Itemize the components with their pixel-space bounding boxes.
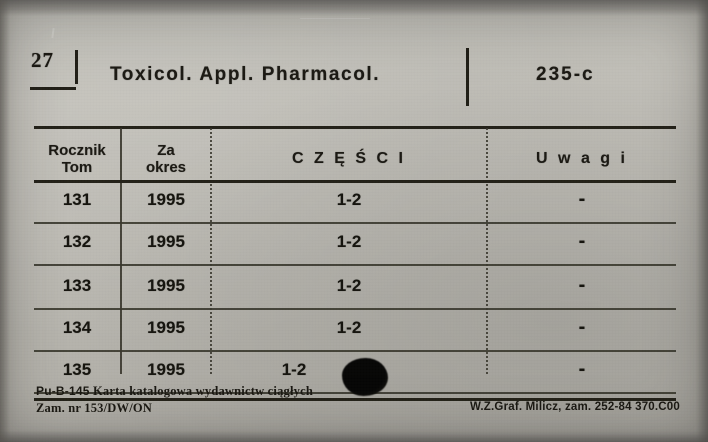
call-number-horizontal-rule xyxy=(30,87,76,90)
table-row: - xyxy=(578,188,586,210)
table-row: - xyxy=(578,358,586,380)
card-left-edge xyxy=(0,0,10,442)
table-row: 1995 xyxy=(147,318,185,337)
table-row: - xyxy=(578,230,586,252)
call-number-vertical-rule xyxy=(75,50,78,84)
row-rule xyxy=(34,350,676,352)
footer-form-code: Pu-B-145 xyxy=(36,384,90,398)
row-rule xyxy=(34,222,676,224)
title-row xyxy=(96,58,668,104)
table-row: 132 xyxy=(62,232,92,251)
table-row: - xyxy=(578,274,586,296)
footer-form-line xyxy=(36,384,313,399)
shelf-code: 235-c xyxy=(536,64,595,85)
card-footer xyxy=(36,384,680,428)
table-row: 1-2 xyxy=(336,276,362,295)
row-rule xyxy=(34,308,676,310)
header-notes: U w a g i xyxy=(536,150,628,167)
header-parts: C Z Ę Ś C I xyxy=(292,150,406,167)
table-row: 131 xyxy=(62,190,92,209)
row-rule xyxy=(34,264,676,266)
table-row: 133 xyxy=(62,276,92,295)
card-right-edge xyxy=(696,0,708,442)
header-volume: Rocznik Tom xyxy=(48,142,106,176)
footer-form-title: Karta katalogowa wydawnictw ciągłych xyxy=(92,384,313,398)
table-row: 1995 xyxy=(147,232,185,251)
table-row: 1-2 xyxy=(281,360,307,379)
card-bottom-edge xyxy=(0,430,708,442)
journal-title: Toxicol. Appl. Pharmacol. xyxy=(110,64,381,85)
table-row: - xyxy=(578,316,586,338)
footer-printer-line: W.Z.Graf. Milicz, zam. 252-84 370.C00 xyxy=(469,401,680,413)
table-row: 1-2 xyxy=(336,318,362,337)
header-period: Za okres xyxy=(145,142,187,176)
card-top-edge xyxy=(0,0,708,16)
call-number: 27 xyxy=(31,48,54,72)
table-row: 135 xyxy=(62,360,92,379)
surface-scratch xyxy=(51,28,54,38)
table-row: 1995 xyxy=(147,360,185,379)
holdings-table xyxy=(34,128,676,398)
table-row: 134 xyxy=(62,318,92,337)
table-row: 1995 xyxy=(147,276,185,295)
rule-under-header xyxy=(34,180,676,183)
surface-scratch xyxy=(300,18,370,19)
footer-order-line: Zam. nr 153/DW/ON xyxy=(36,401,153,415)
table-row: 1-2 xyxy=(336,190,362,209)
title-divider xyxy=(466,48,469,106)
call-number-block xyxy=(30,50,86,98)
table-row: 1-2 xyxy=(336,232,362,251)
table-row: 1995 xyxy=(147,190,185,209)
